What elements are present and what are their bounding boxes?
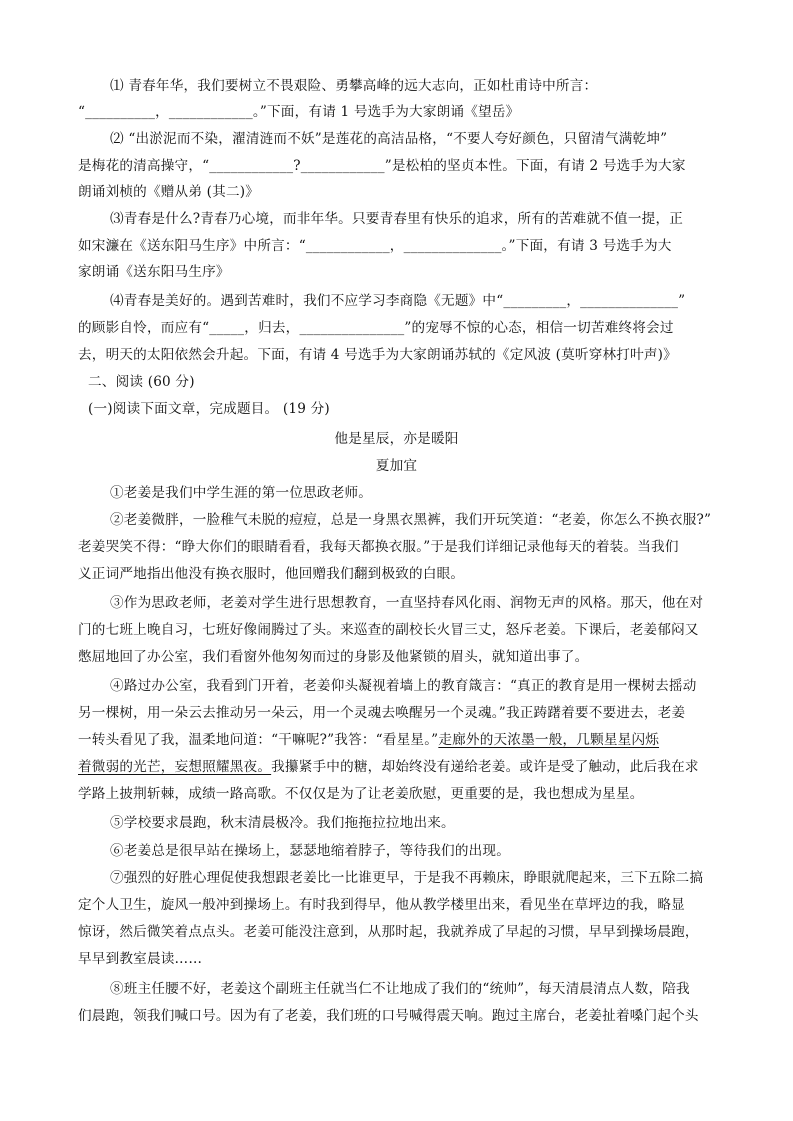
question-line: 是梅花的清高操守，“____________?____________”是松柏的坚贞本性。下面，有请 2 号选手为大家 [78, 158, 686, 174]
paragraph-line: ①老姜是我们中学生涯的第一位思政老师。 [110, 485, 373, 501]
paragraph-line: 另一棵树，用一朵云去推动另一朵云，用一个灵魂去唤醒另一个灵魂。”我正踌躇着要不要进去，老姜 [78, 705, 686, 721]
paragraph-line: 义正词严地指出他没有换衣服时，他回赠我们翻到极致的白眼。 [78, 566, 465, 582]
question-line: 如宋濂在《送东阳马生序》中所言：“____________，______________。”下面，有请 3 号选手为大 [78, 238, 672, 254]
question-line: “__________，____________。”下面，有请 1 号选手为大家朗诵《望岳》 [78, 104, 520, 120]
paragraph-line: ⑧班主任腰不好，老姜这个副班主任就当仁不让地成了我们的“统帅”，每天清晨清点人数，陪我 [110, 981, 690, 997]
paragraph-line: ⑥老姜总是很早站在操场上，瑟瑟地缩着脖子，等待我们的出现。 [110, 843, 511, 859]
paragraph-text: 我攥紧手中的糖，却始终没有递给老姜。或许是受了触动，此后我在求 [271, 759, 699, 775]
question-line: 的顾影自怜，而应有“_____，归去，_______________”的宠辱不惊的心态，相信一切苦难终将会过 [78, 320, 674, 336]
article-author: 夏加宜 [375, 458, 418, 474]
question-line: 去，明天的太阳依然会升起。下面，有请 4 号选手为大家朗诵苏轼的《定风波 (莫听穿林打叶声)》 [78, 347, 677, 363]
underlined-sentence: 走廊外的天浓墨一般，几颗星星闪烁 [438, 732, 660, 748]
question-line: 家朗诵《送东阳马生序》 [78, 264, 230, 280]
paragraph-line: 定个人卫生，旋风一般冲到操场上。有时我到得早，他从教学楼里出来，看见坐在草坪边的我，略显 [78, 897, 685, 913]
question-line: 朗诵刘桢的《赠从弟 (其二)》 [78, 184, 260, 200]
question-line: ⑴ 青春年华，我们要树立不畏艰险、勇攀高峰的远大志向，正如杜甫诗中所言： [110, 78, 598, 94]
paragraph-line: 老姜哭笑不得：“睁大你们的眼睛看看，我每天都换衣服。”于是我们详细记录他每天的着装。当我们 [78, 539, 679, 555]
question-line: ⑷青春是美好的。遇到苦难时，我们不应学习李商隐《无题》中“_________，______________” [110, 293, 686, 309]
paragraph-line: 学路上披荆斩棘，成绩一路高歌。不仅仅是为了让老姜欣慰，更重要的是，我也想成为星星。 [78, 786, 644, 802]
paragraph-line: 憋屈地回了办公室，我们看窗外他匆匆而过的身影及他紧锁的眉头，就知道出事了。 [78, 649, 589, 665]
paragraph-line: 早早到教室晨读…… [78, 951, 203, 967]
question-line: ⑵ “出淤泥而不染，濯清涟而不妖”是莲花的高洁品格，“不要人夸好颜色，只留清气满乾坤” [110, 131, 668, 147]
section-heading: 二、阅读 (60 分) [88, 374, 195, 390]
paragraph-line: ④路过办公室，我看到门开着，老姜仰头凝视着墙上的教育箴言：“真正的教育是用一棵树去摇动 [110, 678, 697, 694]
underlined-sentence: 着微弱的光芒，妄想照耀黑夜。 [78, 759, 272, 775]
paragraph-line: ⑤学校要求晨跑，秋末清晨极冷。我们拖拖拉拉地出来。 [110, 815, 455, 831]
paragraph-line: ③作为思政老师，老姜对学生进行思想教育，一直坚持春风化雨、润物无声的风格。那天，他在对 [110, 595, 704, 611]
article-title: 他是星辰，亦是暖阳 [334, 431, 459, 447]
paragraph-line [78, 758, 718, 776]
paragraph-text: 一转头看见了我，温柔地问道：“干嘛呢?”我答：“看星星。” [78, 732, 439, 748]
question-line: ⑶青春是什么?青春乃心境，而非年华。只要青春里有快乐的追求，所有的苦难就不值一提，正 [110, 211, 684, 227]
subsection-heading: (一)阅读下面文章，完成题目。 (19 分) [88, 401, 330, 417]
paragraph-line: ②老姜微胖，一脸稚气未脱的痘痘，总是一身黑衣黑裤，我们开玩笑道：“老姜，你怎么不换衣服?” [110, 512, 712, 528]
paragraph-line: 门的七班上晚自习，七班好像闹腾过了头。来巡查的副校长火冒三丈，怒斥老姜。下课后，老姜郁闷又 [78, 622, 699, 638]
paragraph-line [78, 731, 718, 749]
paragraph-line: ⑦强烈的好胜心理促使我想跟老姜比一比谁更早，于是我不再赖床，睁眼就爬起来，三下五除二搞 [110, 870, 704, 886]
paragraph-line: 们晨跑，领我们喊口号。因为有了老姜，我们班的口号喊得震天响。跑过主席台，老姜扯着嗓门起个头 [78, 1008, 699, 1024]
paragraph-line: 惊讶，然后微笑着点点头。老姜可能没注意到，从那时起，我就养成了早起的习惯，早早到操场晨跑， [78, 924, 699, 940]
